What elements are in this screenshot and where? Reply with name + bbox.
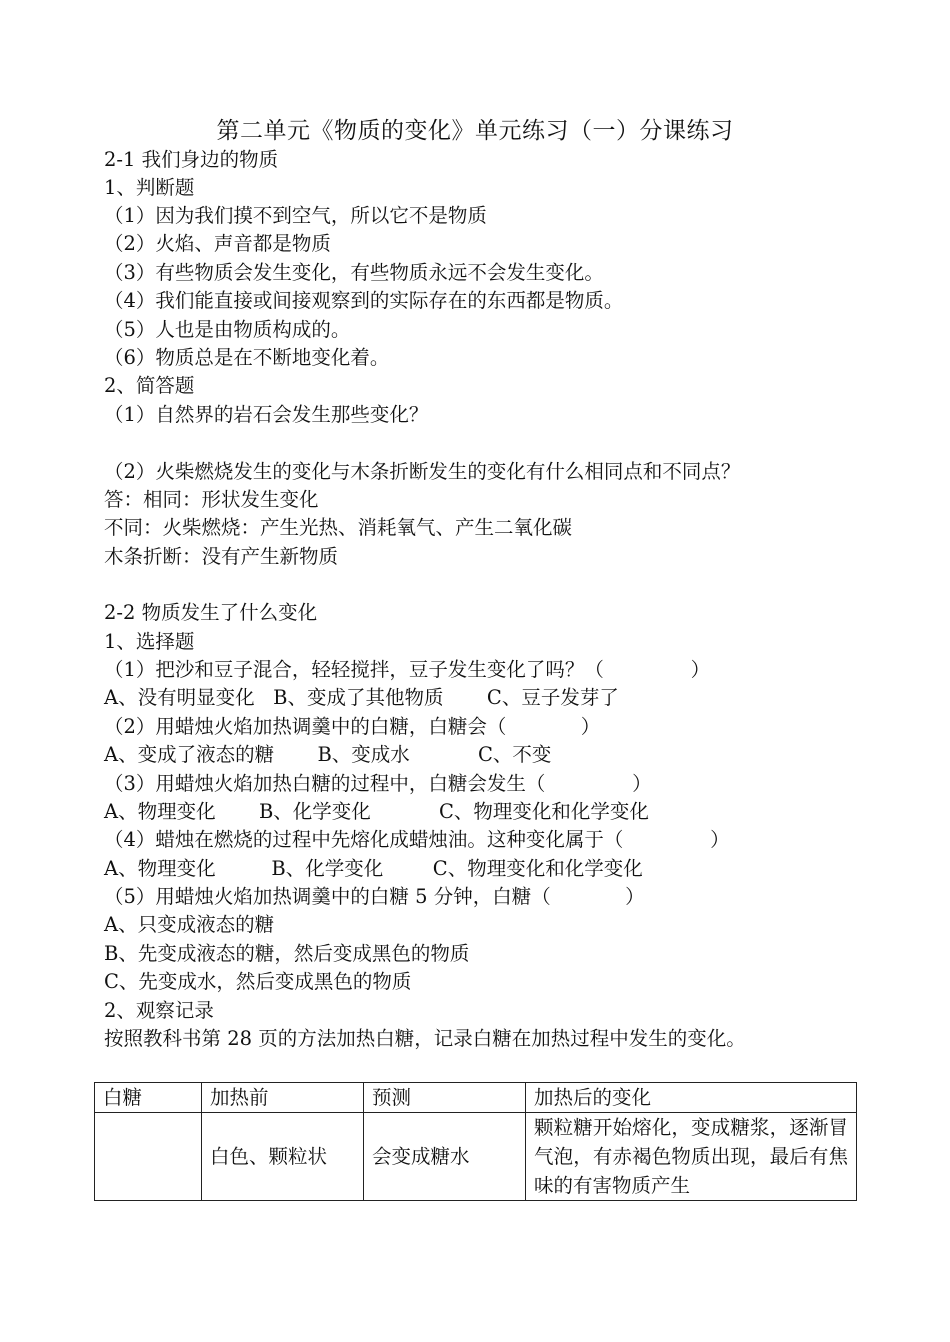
subsection-short-answer: 2、简答题 [104, 374, 195, 397]
table-header-cell: 预测 [364, 1083, 526, 1113]
options-line: A、物理变化 B、化学变化 C、物理变化和化学变化 [104, 800, 649, 823]
section-heading-2-2: 2-2 物质发生了什么变化 [104, 601, 318, 624]
observation-table [94, 1082, 857, 1201]
page-title: 第二单元《物质的变化》单元练习（一）分课练习 [216, 118, 734, 144]
question-line: （2）火焰、声音都是物质 [104, 232, 331, 255]
table-header-row [95, 1083, 857, 1113]
question-line: （3）有些物质会发生变化，有些物质永远不会发生变化。 [104, 261, 604, 284]
options-line: B、先变成液态的糖，然后变成黑色的物质 [104, 942, 470, 965]
table-cell: 颗粒糖开始熔化，变成糖浆，逐渐冒气泡，有赤褐色物质出现，最后有焦味的有害物质产生 [526, 1113, 857, 1201]
table-cell [95, 1113, 202, 1201]
question-line: （4）蜡烛在燃烧的过程中先熔化成蜡烛油。这种变化属于（ ） [104, 828, 730, 851]
options-line: A、只变成液态的糖 [104, 913, 275, 936]
question-line: （2）火柴燃烧发生的变化与木条折断发生的变化有什么相同点和不同点？ [104, 460, 741, 483]
question-line: （5）人也是由物质构成的。 [104, 318, 351, 341]
question-line: （4）我们能直接或间接观察到的实际存在的东西都是物质。 [104, 289, 624, 312]
section-heading-2-1: 2-1 我们身边的物质 [104, 148, 279, 171]
table-header-cell: 加热后的变化 [526, 1083, 857, 1113]
table-header-cell: 白糖 [95, 1083, 202, 1113]
answer-line: 答：相同：形状发生变化 [104, 488, 319, 511]
options-line: A、物理变化 B、化学变化 C、物理变化和化学变化 [104, 857, 643, 880]
answer-line: 不同：火柴燃烧：产生光热、消耗氧气、产生二氧化碳 [104, 516, 573, 539]
question-line: （5）用蜡烛火焰加热调羹中的白糖 5 分钟，白糖（ ） [104, 885, 645, 908]
subsection-multiple-choice: 1、选择题 [104, 630, 195, 653]
question-line: （3）用蜡烛火焰加热白糖的过程中，白糖会发生（ ） [104, 772, 652, 795]
subsection-observation: 2、观察记录 [104, 999, 214, 1022]
options-line: A、没有明显变化 B、变成了其他物质 C、豆子发芽了 [104, 686, 619, 709]
subsection-true-false: 1、判断题 [104, 176, 195, 199]
options-line: C、先变成水，然后变成黑色的物质 [104, 970, 412, 993]
question-line: （1）把沙和豆子混合，轻轻搅拌，豆子发生变化了吗？（ ） [104, 658, 711, 681]
table-cell: 会变成糖水 [364, 1113, 526, 1201]
options-line: A、变成了液态的糖 B、变成水 C、不变 [104, 743, 552, 766]
answer-line: 木条折断：没有产生新物质 [104, 545, 339, 568]
question-line: （1）自然界的岩石会发生那些变化？ [104, 403, 429, 426]
question-line: （2）用蜡烛火焰加热调羹中的白糖，白糖会（ ） [104, 715, 601, 738]
instruction-line: 按照教科书第 28 页的方法加热白糖，记录白糖在加热过程中发生的变化。 [104, 1027, 746, 1050]
table-row [95, 1113, 857, 1201]
table-header-cell: 加热前 [202, 1083, 364, 1113]
question-line: （6）物质总是在不断地变化着。 [104, 346, 390, 369]
table-cell: 白色、颗粒状 [202, 1113, 364, 1201]
question-line: （1）因为我们摸不到空气，所以它不是物质 [104, 204, 487, 227]
